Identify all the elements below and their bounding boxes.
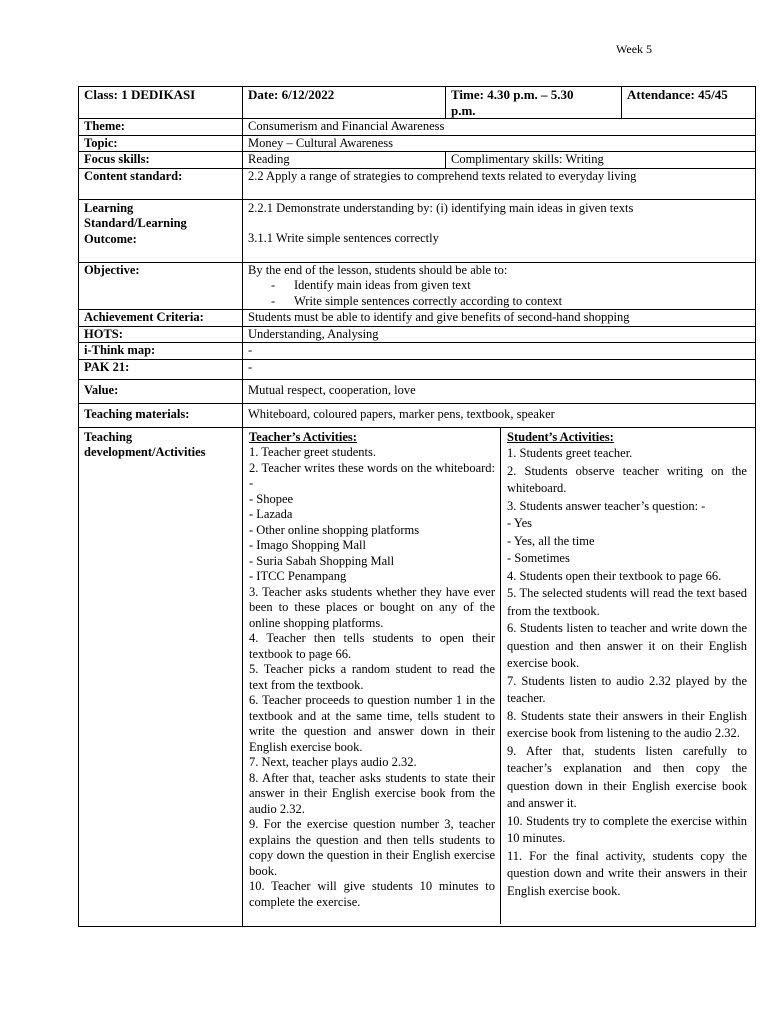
topic-label: Topic: [79,135,243,152]
materials-label: Teaching materials: [79,403,243,427]
teacher-step: - Lazada [249,507,293,521]
objective-list [248,278,750,309]
time-line-2: p.m. [451,102,476,118]
theme-label: Theme: [79,119,243,136]
objective-item: - Identify main ideas from given text [294,278,750,294]
objective-row [79,262,756,310]
learning-standard-value [243,199,756,262]
student-activities-heading: Student’s Activities: [507,429,614,444]
teacher-activities-heading: Teacher’s Activities: [249,429,357,444]
ls-item-1: 2.2.1 Demonstrate understanding by: (i) identifying main ideas in given texts [248,200,634,215]
teacher-step: - Other online shopping platforms [249,522,420,537]
teacher-step: - Suria Sabah Shopping Mall [249,553,395,568]
achievement-value: Students must be able to identify and give benefits of second-hand shopping [243,310,756,327]
teacher-step: - Shopee [249,491,294,506]
teacher-step: 8. After that, teacher asks students to state their answer in their English exercise book from the audio 2.32. [249,770,495,816]
materials-value: Whiteboard, coloured papers, marker pens, textbook, speaker [243,403,756,427]
lesson-plan-table [78,86,756,927]
page-header-week: Week 5 [616,42,653,56]
activities-label-line-1: Teaching [84,429,133,444]
value-row [79,379,756,403]
student-step: 1. Students greet teacher. [507,446,633,460]
time-line-1: Time: 4.30 p.m. – 5.30 [451,87,574,102]
ithink-value: - [243,343,756,360]
materials-row [79,403,756,427]
teacher-activities [243,428,501,924]
activities-label-line-2: development/Activities [84,445,206,459]
theme-row [79,119,756,136]
teacher-step: 7. Next, teacher plays audio 2.32. [249,755,417,769]
teacher-step: 2. Teacher writes these words on the whiteboard: - [249,460,495,490]
activities-label [79,427,243,926]
focus-value: Reading [243,152,446,169]
topic-value: Money – Cultural Awareness [243,135,756,152]
pak21-row [79,359,756,379]
content-value: 2.2 Apply a range of strategies to comprehend texts related to everyday living [243,168,756,199]
objective-intro: By the end of the lesson, students should be able to: [248,262,508,277]
theme-value: Consumerism and Financial Awareness [243,119,756,136]
student-step: 5. The selected students will read the text based from the textbook. [507,586,747,618]
date-cell: Date: 6/12/2022 [243,87,446,119]
ithink-label: i-Think map: [79,343,243,360]
student-step: 9. After that, students listen carefully to teacher’s explanation and then copy the question down in their English exercise book and answer it. [507,743,747,810]
student-activities [501,428,755,924]
focus-row [79,152,756,169]
topic-row [79,135,756,152]
student-step: 3. Students answer teacher’s question: - [507,498,706,513]
student-step: 4. Students open their textbook to page 66. [507,568,722,583]
learning-standard-row [79,199,756,262]
teacher-step: - ITCC Penampang [249,569,347,583]
teacher-step: 9. For the exercise question number 3, teacher explains the question and then tells students to copy down the question in their English exercise book. [249,817,495,878]
ls-item-2: 3.1.1 Write simple sentences correctly [248,231,439,245]
student-step: - Yes, all the time [507,533,595,548]
teacher-step: - Imago Shopping Mall [249,538,367,552]
objective-label: Objective: [79,262,243,310]
learning-standard-label [79,199,243,262]
achievement-label: Achievement Criteria: [79,310,243,327]
ls-label-line-2: Standard/Learning [84,216,187,230]
teacher-step: 4. Teacher then tells students to open their textbook to page 66. [249,631,495,661]
student-step: - Sometimes [507,551,570,565]
objective-item: - Write simple sentences correctly according to context [294,294,750,310]
class-cell: Class: 1 DEDIKASI [79,87,243,119]
hots-label: HOTS: [79,326,243,343]
attendance-cell: Attendance: 45/45 [622,87,756,119]
complimentary-skills: Complimentary skills: Writing [446,152,756,169]
content-label: Content standard: [79,168,243,199]
hots-row [79,326,756,343]
time-cell [446,87,622,119]
student-step: 2. Students observe teacher writing on the whiteboard. [507,463,747,495]
achievement-row [79,310,756,327]
teacher-step: 6. Teacher proceeds to question number 1 in the textbook and at the same time, tells student to write the question and answer down in their English exercise book. [249,693,495,754]
activities-row [79,427,756,926]
student-step: 6. Students listen to teacher and write down the question and then answer it on their English exercise book. [507,621,747,670]
hots-value: Understanding, Analysing [243,326,756,343]
activities-cell [243,427,756,926]
focus-label: Focus skills: [79,152,243,169]
ithink-row [79,343,756,360]
content-row [79,168,756,199]
student-step: 11. For the final activity, students copy the question down and write their answers in their English exercise book. [507,848,747,898]
student-step: 8. Students state their answers in their English exercise book from listening to the audio 2.32. [507,708,747,740]
teacher-step: 5. Teacher picks a random student to read the text from the textbook. [249,662,495,692]
ls-label-line-1: Learning [84,200,134,215]
value-value: Mutual respect, cooperation, love [243,379,756,403]
student-step: 7. Students listen to audio 2.32 played by the teacher. [507,673,747,705]
header-row [79,87,756,119]
pak21-label: PAK 21: [79,359,243,379]
student-step: 10. Students try to complete the exercise within 10 minutes. [507,813,747,845]
pak21-value: - [243,359,756,379]
teacher-step: 3. Teacher asks students whether they have ever been to these places or bought on any of the online shopping platforms. [249,584,495,630]
student-step: - Yes [507,516,533,530]
teacher-step: 10. Teacher will give students 10 minutes to complete the exercise. [249,879,495,909]
ls-label-line-3: Outcome: [84,231,137,246]
objective-value [243,262,756,310]
value-label: Value: [79,379,243,403]
teacher-step: 1. Teacher greet students. [249,445,376,459]
